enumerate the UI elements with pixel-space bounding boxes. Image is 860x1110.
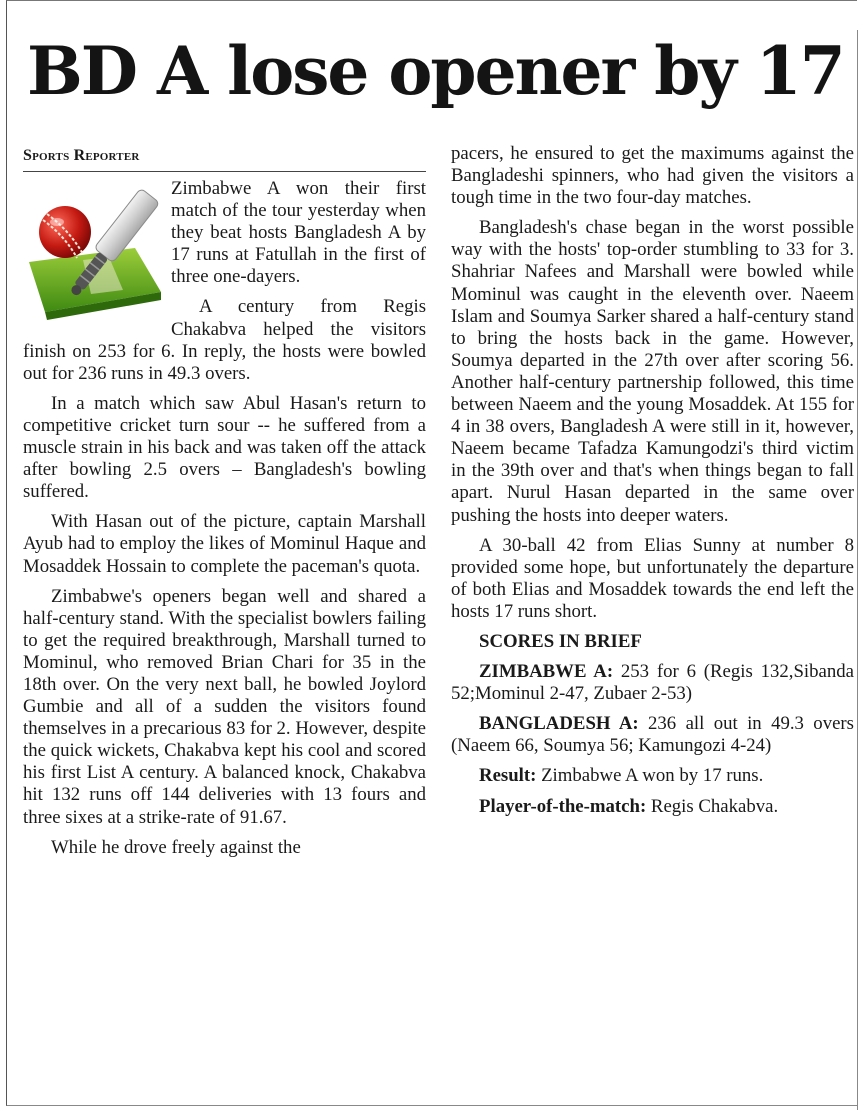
body-paragraph: A 30-ball 42 from Elias Sunny at number 8 provided some hope, but unfortunately the departure of both Elias and Mosaddek towards the end left the hosts 17 runs short.	[451, 534, 854, 622]
continuation-paragraph: pacers, he ensured to get the maximums against the Bangladeshi spinners, who had given the visitors a tough time in the two four-day matches.	[451, 143, 854, 209]
score-bangladesh	[451, 713, 854, 757]
intro-paragraph: Zimbabwe A won their first match of the tour yesterday when they beat hosts Bangladesh A by 17 runs at Fatullah in the first of three one-dayers.	[171, 178, 426, 288]
score-potm-label: Player-of-the-match:	[479, 795, 647, 817]
left-column	[23, 141, 426, 867]
page-edge	[857, 30, 858, 1110]
body-paragraph: In a match which saw Abul Hasan's return to competitive cricket turn sour -- he suffered from a muscle strain in his back and was taken off the attack after bowling 2.5 overs – Bangladesh's bowling suffered.	[23, 392, 426, 503]
headline: BD A lose opener by 17	[27, 32, 844, 110]
body-paragraph: A century from Regis Chakabva helped the visitors finish on 253 for 6. In reply, the hosts were bowled out for 236 runs in 49.3 overs.	[23, 296, 426, 384]
body-paragraph: Zimbabwe's openers began well and shared a half-century stand. With the specialist bowlers failing to get the required breakthrough, Marshall turned to Mominul, who removed Brian Chari for 35 in the 18th over. On the very next ball, he bowled Joylord Gumbie and all of a sudden the visitors found themselves in a precarious 83 for 2. However, despite the quick wickets, Chakabva kept his cool and scored his first List A century. A balanced knock, Chakabva hit 132 runs off 144 deliveries with 13 fours and three sixes at a strike-rate of 91.67.	[23, 585, 426, 828]
body-paragraph: While he drove freely against the	[51, 836, 301, 858]
article-frame	[6, 0, 857, 1106]
score-result	[451, 765, 854, 787]
intro-block	[23, 178, 426, 288]
score-potm	[451, 796, 854, 818]
right-column	[451, 143, 854, 826]
score-zimbabwe	[451, 661, 854, 705]
score-bangladesh-label: BANGLADESH A:	[479, 713, 639, 735]
byline: Sports Reporter	[23, 141, 426, 172]
scores-heading: SCORES IN BRIEF	[479, 630, 642, 652]
score-potm-text: Regis Chakabva.	[646, 795, 779, 817]
body-paragraph: Bangladesh's chase began in the worst possible way with the hosts' top-order stumbling to 33 for 3. Shahriar Nafees and Marshall were bowled while Mominul was caught in the eleventh over. Naeem Islam and Soumya Sarker shared a half-century stand to bring the hosts back in the game. However, Soumya departed in the 27th over after scoring 56. Another half-century partnership followed, this time between Naeem and the young Mosaddek. At 155 for 4 in 38 overs, Bangladesh A were still in it, however, Naeem became Tafadza Kamungodzi's third victim in the 39th over and that's when things began to fall apart. Nurul Hasan departed in the same over pushing the hosts into deeper waters.	[451, 217, 854, 526]
score-result-text: Zimbabwe A won by 17 runs.	[536, 765, 764, 787]
body-paragraph: With Hasan out of the picture, captain Marshall Ayub had to employ the likes of Mominul Haque and Mosaddek Hossain to complete the paceman's quota.	[23, 511, 426, 577]
score-result-label: Result:	[479, 765, 537, 787]
score-zimbabwe-text: 253 for 6 (Regis 132,Sibanda 52;Mominul 2-47, Zubaer 2-53)	[451, 661, 854, 705]
cricket-ball-bat-icon	[23, 180, 163, 330]
score-zimbabwe-label: ZIMBABWE A:	[479, 661, 614, 683]
score-bangladesh-text: 236 all out in 49.3 overs (Naeem 66, Soumya 56; Kamungozi 4-24)	[451, 713, 854, 757]
